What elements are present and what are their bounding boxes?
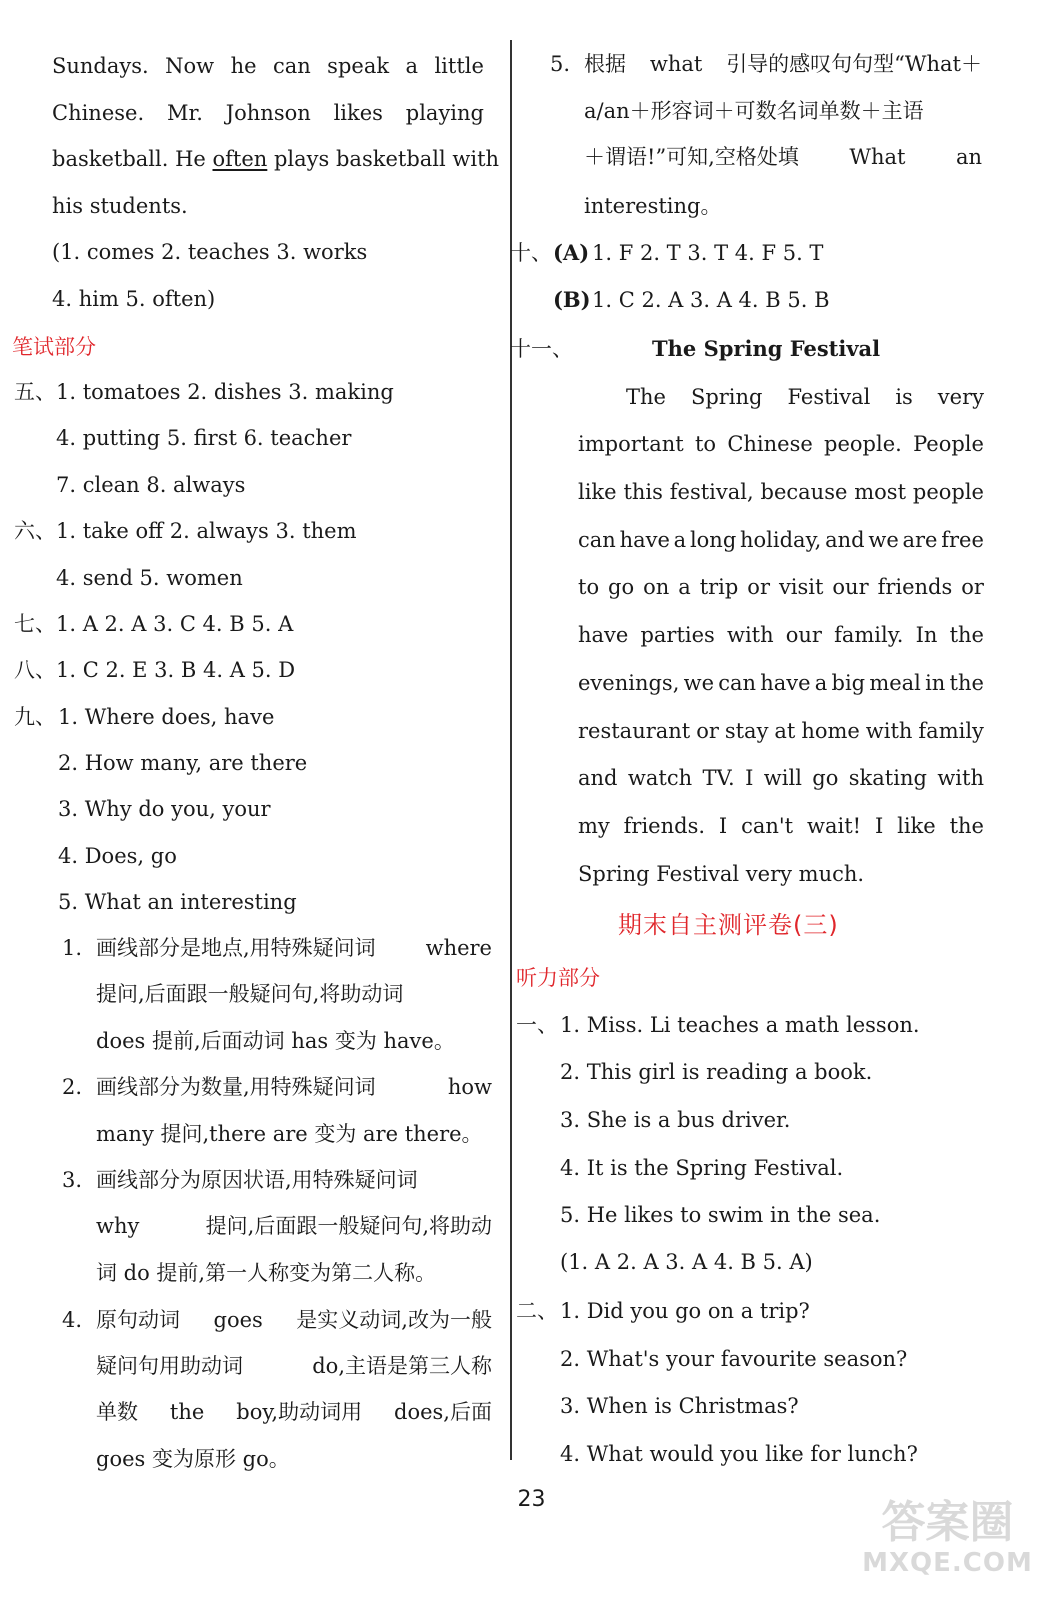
q11-number: 十一、: [510, 337, 573, 361]
underlined-word: often: [212, 147, 268, 171]
word: people: [912, 480, 984, 504]
word: does,后面: [394, 1400, 492, 1424]
word: evenings,: [578, 671, 680, 695]
word: most: [854, 480, 907, 504]
listening-answers-2: 4. him 5. often): [52, 287, 216, 311]
essay-line: [578, 764, 984, 792]
word: we: [683, 671, 714, 695]
word: where: [425, 936, 492, 960]
word: 根据: [584, 52, 626, 76]
word: stay: [724, 719, 769, 743]
note-line: [96, 1212, 492, 1240]
story-line-2: [52, 99, 484, 127]
word: People: [913, 432, 984, 456]
note-line: [96, 1166, 492, 1194]
word: Mr.: [166, 101, 203, 125]
word: friends.: [623, 814, 706, 838]
watermark-url: MXQE.COM: [862, 1548, 1033, 1578]
story-line-3: basketball. He often plays basketball with: [52, 147, 500, 171]
word: goes: [213, 1308, 263, 1332]
q6-row: 1. take off 2. always 3. them: [56, 519, 357, 543]
s2-row: 4. What would you like for lunch?: [560, 1442, 918, 1466]
s2-row: 2. What's your favourite season?: [560, 1347, 908, 1371]
s2-row: 3. When is Christmas?: [560, 1394, 799, 1418]
story-line-1: [52, 52, 484, 80]
written-section-heading: 笔试部分: [12, 335, 96, 359]
story-line-4: his students.: [52, 194, 188, 218]
note-line: [96, 1073, 492, 1101]
q9-row: 2. How many, are there: [58, 751, 308, 775]
word: little: [434, 54, 484, 78]
s1-row: 1. Miss. Li teaches a math lesson.: [560, 1013, 920, 1037]
note-line: [96, 934, 492, 962]
note-line: goes 变为原形 go。: [96, 1447, 290, 1471]
word: can't: [741, 814, 794, 838]
word: In: [915, 623, 938, 647]
word: what: [649, 52, 703, 76]
q9-row: 5. What an interesting: [58, 890, 297, 914]
q8-row: 1. C 2. E 3. B 4. A 5. D: [56, 658, 296, 682]
word: because: [760, 480, 848, 504]
word: 疑问句用助动词: [96, 1354, 243, 1378]
essay-line: [578, 717, 984, 745]
word: are: [902, 528, 938, 552]
q10-part-a-label: (A): [553, 240, 590, 265]
essay-line: [578, 526, 984, 554]
essay-line: [578, 621, 984, 649]
s1-number: 一、: [516, 1013, 558, 1037]
word: on: [643, 575, 670, 599]
word: 提问,后面跟一般疑问句,将助动: [205, 1214, 492, 1238]
word: to: [578, 575, 600, 599]
q9-row: 3. Why do you, your: [58, 797, 271, 821]
word: this: [623, 480, 663, 504]
q9-row: 1. Where does, have: [58, 705, 275, 729]
q7-number: 七、: [14, 612, 56, 636]
word: Spring: [690, 385, 763, 409]
q8-number: 八、: [14, 658, 56, 682]
listening-answers-1: (1. comes 2. teaches 3. works: [52, 240, 368, 264]
word: with: [937, 766, 984, 790]
word: have: [578, 623, 629, 647]
essay-title: The Spring Festival: [652, 336, 881, 361]
word: a: [678, 575, 691, 599]
note-line: [584, 97, 982, 125]
note-line: interesting。: [584, 194, 722, 218]
note-number: 4.: [62, 1308, 83, 1332]
word: Sundays.: [52, 54, 149, 78]
word: he: [230, 54, 257, 78]
word: do,主语是第三人称: [312, 1354, 492, 1378]
q5-number: 五、: [14, 380, 56, 404]
word: trip: [699, 575, 739, 599]
s1-row: 2. This girl is reading a book.: [560, 1060, 873, 1084]
note-line: [96, 980, 492, 1008]
word: 引导的感叹句句型“What＋: [726, 52, 982, 76]
word: and: [825, 528, 865, 552]
word: very: [937, 385, 984, 409]
word: can: [578, 528, 616, 552]
word: free: [941, 528, 984, 552]
word: TV.: [702, 766, 735, 790]
q10-part-b-label: (B): [553, 287, 591, 312]
note-line: [96, 1398, 492, 1426]
essay-line: [578, 478, 984, 506]
word: go: [608, 575, 635, 599]
word: 是实义动词,改为一般: [296, 1308, 492, 1332]
essay-line: [578, 812, 984, 840]
word: to: [694, 432, 717, 456]
word: in: [925, 671, 946, 695]
word: why: [96, 1214, 140, 1238]
word: long: [689, 528, 737, 552]
word: Festival: [787, 385, 871, 409]
s2-row: 1. Did you go on a trip?: [560, 1299, 810, 1323]
note-line: [584, 50, 982, 78]
essay-line: Spring Festival very much.: [578, 862, 865, 886]
word: my: [578, 814, 610, 838]
word: visit: [778, 575, 824, 599]
essay-line: [578, 430, 984, 458]
word: speak: [327, 54, 390, 78]
word: skating: [848, 766, 927, 790]
word: holiday,: [740, 528, 822, 552]
word: or: [696, 719, 719, 743]
word: boy,助动词用: [236, 1400, 363, 1424]
word: people.: [824, 432, 902, 456]
word: friends: [877, 575, 953, 599]
word: have: [619, 528, 670, 552]
note-line: many 提问,there are 变为 are there。: [96, 1122, 483, 1146]
word: Chinese.: [52, 101, 145, 125]
note-number: 2.: [62, 1075, 83, 1099]
word: a: [673, 528, 687, 552]
word: the: [949, 623, 984, 647]
note-number: 1.: [62, 936, 83, 960]
word: how: [447, 1075, 492, 1099]
word: the: [169, 1400, 205, 1424]
q6-row: 4. send 5. women: [56, 566, 243, 590]
q10-number: 十、: [510, 241, 552, 265]
watermark-logo: [860, 1482, 1035, 1592]
essay-line: [578, 669, 984, 697]
word: 单数: [96, 1400, 138, 1424]
word: I: [718, 814, 728, 838]
watermark-title: 答案圈: [881, 1497, 1014, 1548]
note-line: [96, 1352, 492, 1380]
word: 原句动词: [96, 1308, 180, 1332]
word: family: [918, 719, 984, 743]
word: our: [832, 575, 869, 599]
word: 画线部分为数量,用特殊疑问词: [96, 1075, 376, 1099]
word: an: [955, 145, 982, 169]
word: with: [865, 719, 913, 743]
word: we: [868, 528, 899, 552]
word: big: [831, 671, 866, 695]
word: or: [747, 575, 770, 599]
note-number: 3.: [62, 1168, 83, 1192]
word: can: [272, 54, 311, 78]
word: have: [760, 671, 811, 695]
word: parties: [640, 623, 715, 647]
note-line: 词 do 提前,第一人称变为第二人称。: [96, 1261, 437, 1285]
word: What: [849, 145, 906, 169]
word: 提问,后面跟一般疑问句,将助动词: [96, 982, 404, 1006]
word: The: [626, 385, 666, 409]
q9-row: 4. Does, go: [58, 844, 177, 868]
q10-part-b-answers: 1. C 2. A 3. A 4. B 5. B: [592, 288, 830, 312]
word: like: [897, 814, 936, 838]
s1-row: 4. It is the Spring Festival.: [560, 1156, 844, 1180]
word: I: [745, 766, 754, 790]
word: Johnson: [225, 101, 311, 125]
q10-part-a-answers: 1. F 2. T 3. T 4. F 5. T: [592, 241, 824, 265]
q7-row: 1. A 2. A 3. C 4. B 5. A: [56, 612, 294, 636]
word: and: [578, 766, 618, 790]
word: 画线部分是地点,用特殊疑问词: [96, 936, 376, 960]
note-number: 5.: [550, 52, 571, 76]
word: ＋谓语!”可知,空格处填: [584, 145, 799, 169]
word: festival,: [669, 480, 754, 504]
word: or: [961, 575, 984, 599]
note-line: [96, 1306, 492, 1334]
note-line: [584, 143, 982, 171]
exam-title: 期末自主测评卷(三): [618, 911, 839, 939]
q5-row: 7. clean 8. always: [56, 473, 246, 497]
word: a: [405, 54, 419, 78]
word: likes: [333, 101, 383, 125]
word: meal: [869, 671, 921, 695]
note-line: does 提前,后面动词 has 变为 have。: [96, 1029, 455, 1053]
word: I: [874, 814, 884, 838]
s1-row: (1. A 2. A 3. A 4. B 5. A): [560, 1250, 813, 1274]
page-number: 23: [517, 1487, 546, 1512]
q9-number: 九、: [14, 705, 56, 729]
s2-number: 二、: [516, 1299, 558, 1323]
word: family.: [834, 623, 904, 647]
word: like: [578, 480, 617, 504]
word: wait!: [806, 814, 862, 838]
word: go: [812, 766, 839, 790]
word: can: [718, 671, 757, 695]
s1-row: 3. She is a bus driver.: [560, 1108, 791, 1132]
word: will: [763, 766, 802, 790]
s1-row: 5. He likes to swim in the sea.: [560, 1203, 881, 1227]
word: is: [895, 385, 913, 409]
word: a/an＋形容词＋可数名词单数＋主语: [584, 99, 924, 123]
word: restaurant: [578, 719, 691, 743]
word: watch: [627, 766, 693, 790]
word: our: [785, 623, 822, 647]
q6-number: 六、: [14, 519, 56, 543]
word: playing: [405, 101, 484, 125]
word: a: [814, 671, 828, 695]
q5-row: 1. tomatoes 2. dishes 3. making: [56, 380, 394, 404]
essay-line: [578, 573, 984, 601]
listening-section-heading: 听力部分: [516, 966, 600, 990]
word: 画线部分为原因状语,用特殊疑问词: [96, 1168, 418, 1192]
word: at: [774, 719, 796, 743]
word: home: [801, 719, 860, 743]
word: the: [949, 814, 984, 838]
q5-row: 4. putting 5. first 6. teacher: [56, 426, 352, 450]
essay-line: [626, 383, 984, 411]
word: with: [726, 623, 774, 647]
word: Chinese: [727, 432, 813, 456]
word: Now: [165, 54, 215, 78]
word: important: [578, 432, 684, 456]
word: the: [949, 671, 984, 695]
